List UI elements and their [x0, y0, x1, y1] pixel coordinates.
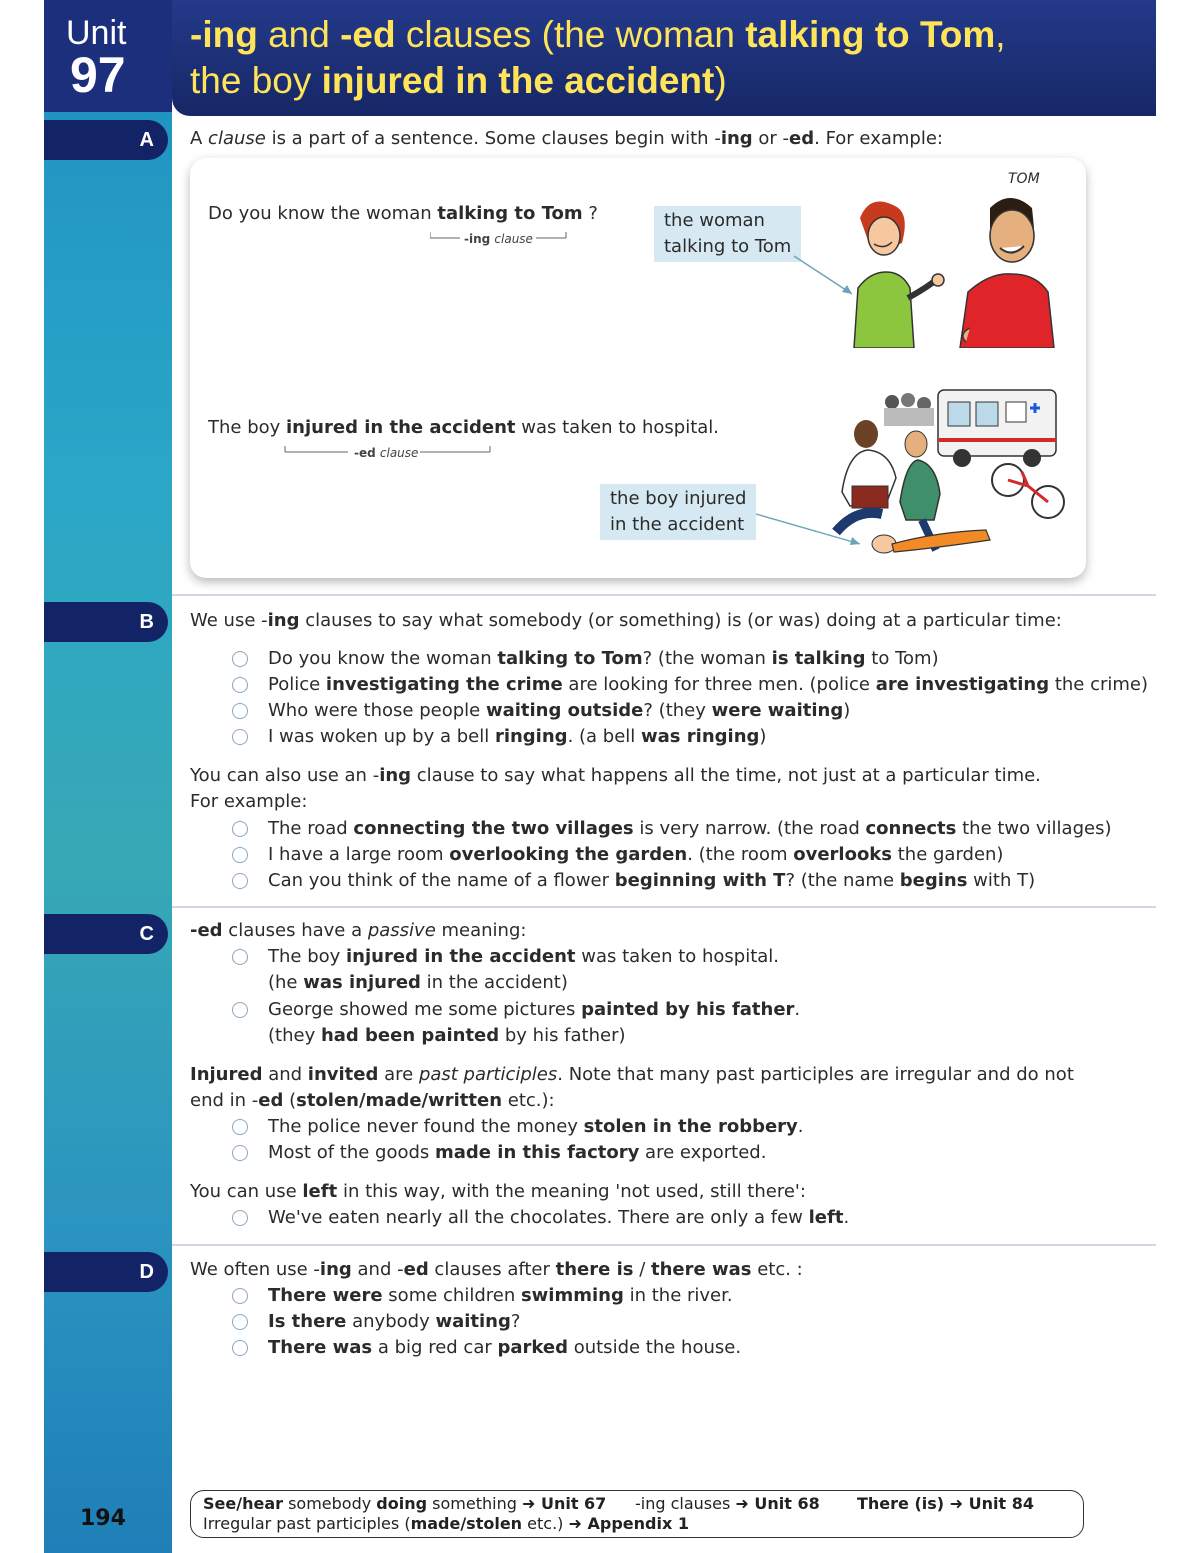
example-b7: Can you think of the name of a flower beginning with T? (the name begins with T) — [268, 870, 1036, 891]
section-b-intro2b: For example: — [190, 791, 308, 812]
unit-label: Unit — [66, 14, 127, 52]
example-c3: The police never found the money stolen in the robbery. — [268, 1116, 804, 1137]
example-b4: I was woken up by a bell ringing. (a bell was ringing) — [268, 726, 767, 747]
cross-ref-2: -ing clauses ➜ Unit 68 — [635, 1494, 820, 1513]
example-bullet — [232, 873, 248, 889]
example-b1: Do you know the woman talking to Tom? (the woman is talking to Tom) — [268, 648, 939, 669]
page-number: 194 — [80, 1506, 126, 1531]
example-c5: We've eaten nearly all the chocolates. There are only a few left. — [268, 1207, 850, 1228]
example-d3: There was a big red car parked outside the house. — [268, 1337, 742, 1358]
example-bullet — [232, 949, 248, 965]
tom-label: TOM — [1008, 171, 1040, 187]
example-bullet — [232, 703, 248, 719]
section-tab-d: D — [44, 1252, 168, 1292]
cross-reference-box — [190, 1490, 1084, 1538]
callout-woman: the woman talking to Tom — [654, 206, 801, 262]
woman-and-tom-illustration — [840, 188, 1060, 348]
example-bullet — [232, 1119, 248, 1135]
section-tab-b: B — [44, 602, 168, 642]
example-bullet — [232, 1340, 248, 1356]
example-bullet — [232, 677, 248, 693]
example-c4: Most of the goods made in this factory are exported. — [268, 1142, 767, 1163]
example-d1: There were some children swimming in the river. — [268, 1285, 733, 1306]
left-note: You can use left in this way, with the meaning 'not used, still there': — [190, 1181, 806, 1202]
example-bullet — [232, 1145, 248, 1161]
example-sentence-2: The boy injured in the accident was taken to hospital. — [208, 417, 720, 438]
section-tab-c: C — [44, 914, 168, 954]
example-b5: The road connecting the two villages is very narrow. (the road connects the two villages) — [268, 818, 1112, 839]
section-divider — [172, 594, 1156, 596]
page-title: -ing and -ed clauses (the woman talking to Tom, the boy injured in the accident) — [190, 14, 1006, 101]
unit-number: 97 — [70, 47, 126, 103]
example-bullet — [232, 651, 248, 667]
example-b2: Police investigating the crime are looking for three men. (police are investigating the crime) — [268, 674, 1149, 695]
example-c2-note: (they had been painted by his father) — [268, 1025, 626, 1046]
section-divider — [172, 1244, 1156, 1246]
cross-ref-1: See/hear somebody doing something ➜ Unit 67 — [203, 1494, 607, 1513]
example-bullet — [232, 1002, 248, 1018]
example-d2: Is there anybody waiting? — [268, 1311, 521, 1332]
title-bar — [172, 0, 1156, 116]
ing-clause-label: -ing clause — [464, 232, 533, 246]
example-bullet — [232, 1288, 248, 1304]
example-c1-note: (he was injured in the accident) — [268, 972, 568, 993]
example-b3: Who were those people waiting outside? (they were waiting) — [268, 700, 851, 721]
section-c-intro: -ed clauses have a passive meaning: — [190, 920, 527, 941]
callout-boy: the boy injured in the accident — [600, 484, 756, 540]
example-sentence-1: Do you know the woman talking to Tom ? — [208, 203, 598, 224]
accident-illustration — [826, 382, 1076, 562]
example-bullet — [232, 821, 248, 837]
cross-ref-4: Irregular past participles (made/stolen etc.) ➜ Appendix 1 — [203, 1514, 689, 1533]
example-bullet — [232, 1210, 248, 1226]
ed-clause-label: -ed clause — [354, 446, 419, 460]
cross-ref-3: There (is) ➜ Unit 84 — [857, 1494, 1034, 1513]
section-b-intro2: You can also use an -ing clause to say what happens all the time, not just at a particular time. — [190, 765, 1041, 786]
past-participles-note-2: end in -ed (stolen/made/written etc.): — [190, 1090, 555, 1111]
sidebar-strip — [44, 0, 172, 1553]
section-a-intro: A clause is a part of a sentence. Some clauses begin with -ing or -ed. For example: — [190, 128, 943, 149]
section-divider — [172, 906, 1156, 908]
example-bullet — [232, 847, 248, 863]
section-b-intro: We use -ing clauses to say what somebody (or something) is (or was) doing at a particular time: — [190, 610, 1062, 631]
past-participles-note: Injured and invited are past participles. Note that many past participles are irregular and do not — [190, 1064, 1074, 1085]
example-c2: George showed me some pictures painted by his father. — [268, 999, 801, 1020]
example-c1: The boy injured in the accident was taken to hospital. — [268, 946, 780, 967]
section-tab-a: A — [44, 120, 168, 160]
example-bullet — [232, 729, 248, 745]
unit-badge — [44, 0, 172, 112]
section-d-intro: We often use -ing and -ed clauses after there is / there was etc. : — [190, 1259, 803, 1280]
example-bullet — [232, 1314, 248, 1330]
example-b6: I have a large room overlooking the garden. (the room overlooks the garden) — [268, 844, 1004, 865]
